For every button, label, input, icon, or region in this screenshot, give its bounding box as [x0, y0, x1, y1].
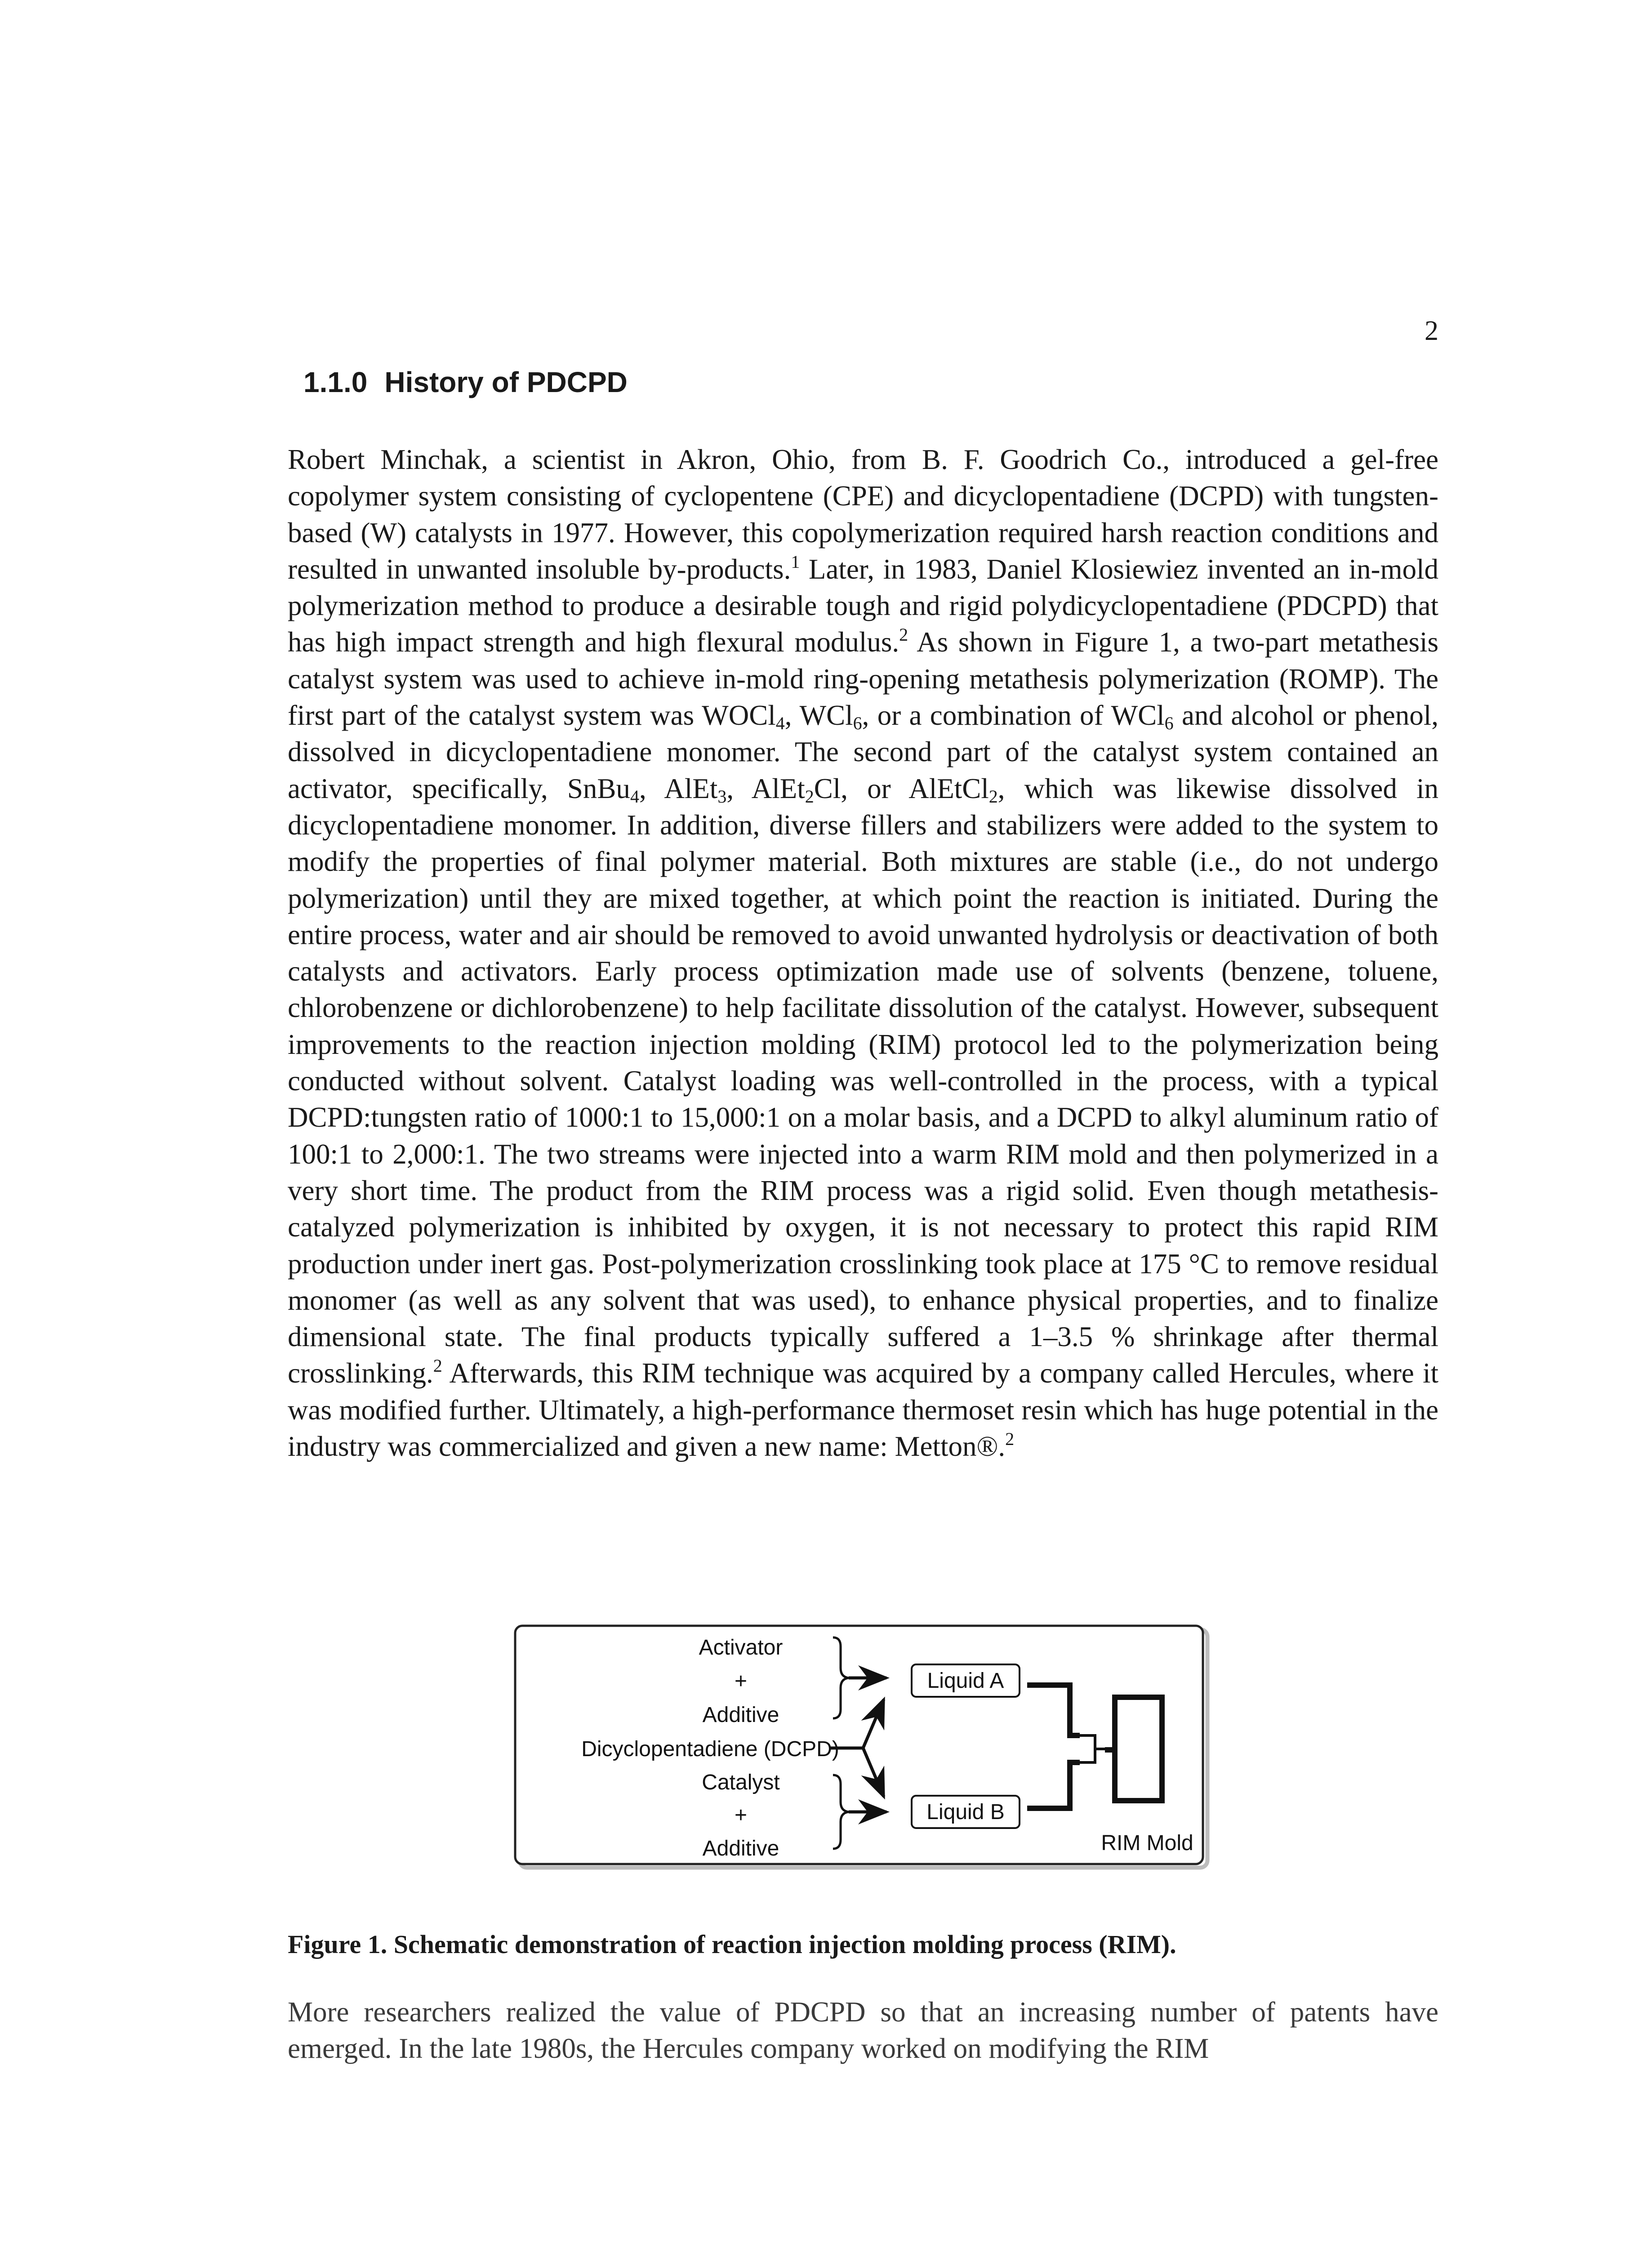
text-run: Later, in 1983, Daniel Klosiewiez invented an in-mold polymerization method to produce a desirable tough and rigid polydicyclopentadiene (PDCPD) that has high impact strength and high flexural modulus.	[288, 553, 1438, 658]
figure-caption: Figure 1. Schematic demonstration of reaction injection molding process (RIM).	[288, 1930, 1176, 1959]
citation-ref: 2	[899, 624, 908, 645]
rim-schematic-diagram	[512, 1623, 1214, 1875]
liquid-a-label: Liquid A	[927, 1669, 1004, 1693]
activator-label: Activator	[699, 1636, 783, 1659]
text-run: , AlEt	[726, 772, 805, 804]
text-run: , which was likewise dissolved in dicyclopentadiene monomer. In addition, diverse fillers and stabilizers were added to the system to modify the properties of final polymer material. Both mixtures are stable (i.e., do not undergo polymerization) until they are mixed together, at which point the reaction is initiated. During the entire process, water and air should be removed to avoid unwanted hydrolysis or deactivation of both catalysts and activators. Early process optimization made use of solvents (benzene, toluene, chlorobenzene or dichlorobenzene) to help facilitate dissolution of the catalyst. However, subsequent improvements to the reaction injection molding (RIM) protocol led to the polymerization being conducted without solvent. Catalyst loading was well-controlled in the process, with a typical DCPD:tungsten ratio of 1000:1 to 15,000:1 on a molar basis, and a DCPD to alkyl aluminum ratio of 100:1 to 2,000:1. The two streams were injected into a warm RIM mold and then polymerized in a very short time. The product from the RIM process was a rigid solid. Even though metathesis-catalyzed polymerization is inhibited by oxygen, it is not necessary to protect this rapid RIM production under inert gas. Post-polymerization crosslinking took place at 175 °C to remove residual monomer (as well as any solvent that was used), to enhance physical properties, and to finalize dimensional state. The final products typically suffered a 1–3.5 % shrinkage after thermal crosslinking.	[288, 772, 1438, 1389]
subscript: 4	[630, 786, 639, 807]
section-number: 1.1.0	[303, 366, 368, 398]
subscript: 6	[1164, 713, 1174, 734]
section-heading	[303, 366, 628, 398]
text-run: and alcohol or phenol, dissolved in dicyclopentadiene monomer. The second part of the catalyst system contained an activator, specifically, SnBu	[288, 700, 1438, 804]
liquid-b-label: Liquid B	[926, 1800, 1005, 1824]
section-title: History of PDCPD	[384, 366, 628, 398]
citation-ref: 1	[791, 551, 800, 572]
additive-label-bottom: Additive	[702, 1837, 779, 1860]
citation-ref: 2	[433, 1356, 442, 1376]
text-run: Robert Minchak, a scientist in Akron, Ohio, from B. F. Goodrich Co., introduced a gel-free copolymer system consisting of cyclopentene (CPE) and dicyclopentadiene (DCPD) with tungsten-based (W) catalysts in 1977. However, this copolymerization required harsh reaction conditions and resulted in unwanted insoluble by-products.	[288, 444, 1438, 585]
subscript: 2	[805, 786, 814, 807]
text-run: , WCl	[784, 700, 853, 731]
rim-process-figure	[512, 1623, 1214, 1875]
subscript: 2	[989, 786, 998, 807]
text-run: , or a combination of WCl	[862, 700, 1165, 731]
subscript: 4	[775, 713, 785, 734]
rim-mold-label: RIM Mold	[1101, 1831, 1193, 1855]
citation-ref: 2	[1005, 1429, 1015, 1450]
plus-label-bottom: +	[734, 1803, 748, 1827]
plus-label-top: +	[734, 1669, 748, 1693]
body-paragraph-2: More researchers realized the value of PDCPD so that an increasing number of patents have emerged. In the late 1980s, the Hercules company worked on modifying the RIM	[288, 1996, 1438, 2065]
subscript: 6	[853, 713, 862, 734]
text-run: As shown in Figure 1, a two-part metathesis catalyst system was used to achieve in-mold ring-opening metathesis polymerization (ROMP). The first part of the catalyst system was WOCl	[288, 626, 1438, 731]
text-run: Afterwards, this RIM technique was acquired by a company called Hercules, where it was modified further. Ultimately, a high-performance thermoset resin which has huge potential in the industry was commercialized and given a new name: Metton®.	[288, 1357, 1438, 1463]
page-number: 2	[1425, 316, 1438, 346]
body-paragraph-1	[288, 442, 1438, 1465]
subscript: 3	[717, 786, 727, 807]
catalyst-label: Catalyst	[702, 1771, 780, 1794]
dcpd-label: Dicyclopentadiene (DCPD)	[581, 1737, 839, 1761]
additive-label-top: Additive	[702, 1703, 779, 1727]
text-run: Cl, or AlEtCl	[814, 772, 989, 804]
text-run: , AlEt	[639, 772, 718, 804]
